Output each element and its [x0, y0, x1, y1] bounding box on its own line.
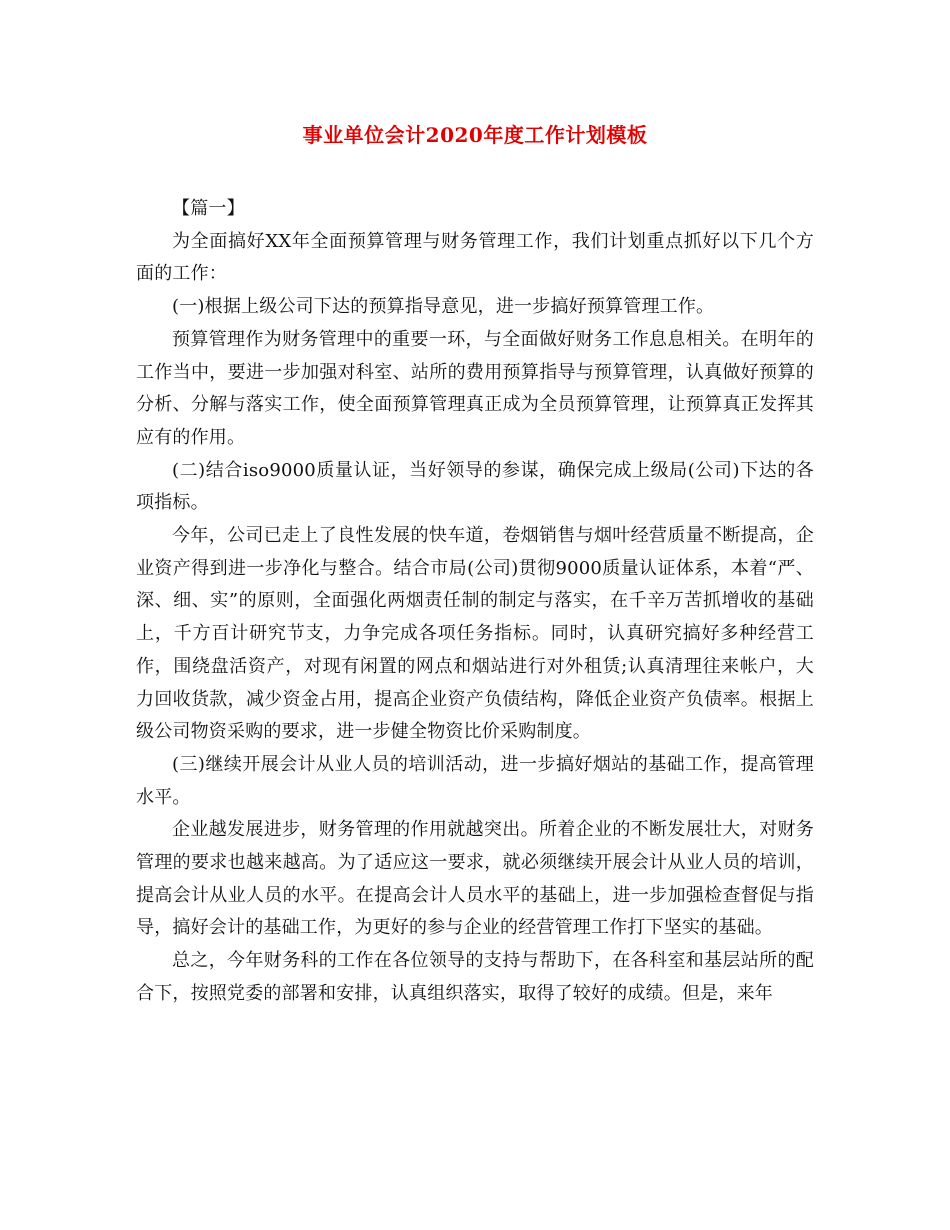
subsection-heading: (一)根据上级公司下达的预算指导意见，进一步搞好预算管理工作。 — [172, 296, 715, 318]
paragraph: 总之，今年财务科的工作在各位领导的支持与帮助下，在各科室和基层站所的配合下，按照党委的部署和安排，认真组织落实，取得了较好的成绩。但是，来年 — [136, 950, 814, 1004]
paragraph: 预算管理作为财务管理中的重要一环，与全面做好财务工作息息相关。在明年的工作当中，要进一步加强对科室、站所的费用预算指导与预算管理，认真做好预算的分析、分解与落实工作，使全面预算管理真正成为全员预算管理，让预算真正发挥其应有的作用。 — [136, 328, 814, 448]
document-body — [136, 193, 814, 1011]
subsection-heading: (三)继续开展会计从业人员的培训活动，进一步搞好烟站的基础工作，提高管理水平。 — [136, 753, 814, 808]
subsection-heading: (二)结合iso9000质量认证，当好领导的参谋，确保完成上级局(公司)下达的各项指标。 — [136, 459, 814, 514]
paragraph: 为全面搞好XX年全面预算管理与财务管理工作，我们计划重点抓好以下几个方面的工作： — [136, 230, 814, 285]
paragraph: 企业越发展进步，财务管理的作用就越突出。所着企业的不断发展壮大，对财务管理的要求也越来越高。为了适应这一要求，就必须继续开展会计从业人员的培训，提高会计从业人员的水平。在提高会计人员水平的基础上，进一步加强检查督促与指导，搞好会计的基础工作，为更好的参与企业的经营管理工作打下坚实的基础。 — [136, 819, 814, 939]
paragraph: 今年，公司已走上了良性发展的快车道，卷烟销售与烟叶经营质量不断提高，企业资产得到进一步净化与整合。结合市局(公司)贯彻9000质量认证体系，本着“严、深、细、实”的原则，全面强化两烟责任制的制定与落实，在千辛万苦抓增收的基础上，千方百计研究节支，力争完成各项任务指标。同时，认真研究搞好多种经营工作，围绕盘活资产，对现有闲置的网点和烟站进行对外租赁;认真清理往来帐户，大力回收货款，减少资金占用，提高企业资产负债结构，降低企业资产负债率。根据上级公司物资采购的要求，进一步健全物资比价采购制度。 — [136, 525, 814, 743]
section-heading: 【篇一】 — [172, 198, 245, 219]
document-title: 事业单位会计2020年度工作计划模板 — [302, 123, 648, 147]
